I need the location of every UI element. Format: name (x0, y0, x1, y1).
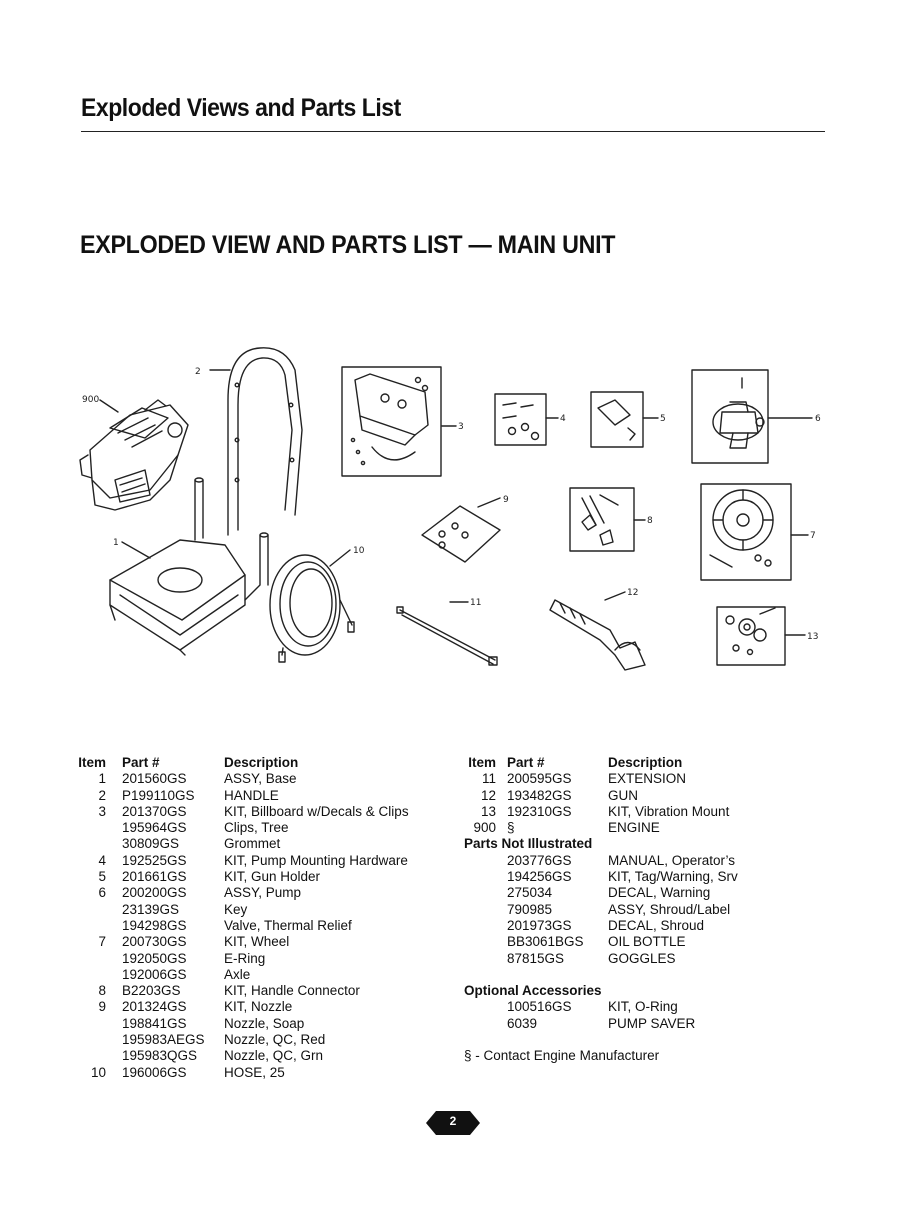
item-number: 10 (90, 1064, 106, 1080)
table-header (72, 755, 432, 771)
vibration-mount-box (717, 607, 785, 665)
table-row (462, 902, 842, 918)
table-row (462, 853, 842, 869)
table-row (72, 804, 432, 820)
table-row (462, 804, 842, 820)
item-number: 8 (98, 983, 106, 999)
callout-10: 10 (353, 546, 365, 556)
item-number: 12 (480, 787, 496, 803)
part-number: 194256GS (507, 869, 572, 885)
engine-illustration (80, 400, 188, 510)
part-description: GOGGLES (608, 950, 676, 966)
item-number: 3 (98, 803, 106, 819)
pump-hardware-box (495, 394, 546, 445)
item-number: 13 (480, 803, 496, 819)
table-header (462, 755, 842, 771)
callout-9: 9 (503, 495, 509, 505)
part-number: 196006GS (122, 1064, 187, 1080)
nozzle-kit-bag (422, 506, 500, 562)
table-row (72, 999, 432, 1015)
item-number: 4 (98, 852, 106, 868)
table-row (72, 869, 432, 885)
table-row (72, 918, 432, 934)
callout-6: 6 (815, 414, 821, 424)
part-number: 200730GS (122, 934, 187, 950)
part-number: 192050GS (122, 950, 187, 966)
spray-gun (550, 600, 645, 670)
part-number: P199110GS (122, 787, 195, 803)
part-description: KIT, Gun Holder (224, 869, 321, 885)
table-row (462, 951, 842, 967)
exploded-view-diagram (70, 330, 840, 710)
header-description: Description (608, 755, 683, 770)
part-description: KIT, O-Ring (608, 999, 678, 1015)
header-item: Item (78, 755, 106, 770)
part-description: Valve, Thermal Relief (224, 917, 352, 933)
callout-8: 8 (647, 516, 653, 526)
table-row (462, 885, 842, 901)
callout-13: 13 (807, 632, 819, 642)
part-description: KIT, Vibration Mount (608, 803, 730, 819)
part-description: Grommet (224, 836, 281, 852)
handle-illustration (228, 348, 302, 535)
part-number: 6039 (507, 1015, 538, 1031)
extension-wand (397, 607, 497, 665)
wheel-box (701, 484, 791, 580)
table-row (462, 1048, 842, 1064)
part-number: 203776GS (507, 852, 572, 868)
part-description: OIL BOTTLE (608, 934, 686, 950)
part-description: ASSY, Shroud/Label (608, 901, 731, 917)
table-row (462, 788, 842, 804)
part-number: 200200GS (122, 885, 187, 901)
parts-not-illustrated-heading: Parts Not Illustrated (464, 836, 593, 852)
section-title: EXPLODED VIEW AND PARTS LIST — MAIN UNIT (80, 231, 616, 259)
callout-7: 7 (810, 531, 816, 541)
part-description: DECAL, Warning (608, 885, 711, 901)
part-number: 201661GS (122, 869, 187, 885)
part-description: HOSE, 25 (224, 1064, 285, 1080)
part-description: KIT, Tag/Warning, Srv (608, 869, 738, 885)
part-number: 23139GS (122, 901, 180, 917)
part-description: HANDLE (224, 787, 279, 803)
part-number: 195964GS (122, 820, 187, 836)
table-row (72, 1048, 432, 1064)
table-row (72, 983, 432, 999)
table-row (72, 788, 432, 804)
part-description: Nozzle, Soap (224, 1015, 305, 1031)
parts-table-right (462, 755, 842, 1065)
item-number: 6 (98, 885, 106, 901)
header-part: Part # (122, 755, 160, 770)
part-number: 790985 (507, 901, 553, 917)
table-row (462, 999, 842, 1015)
table-row (462, 836, 842, 852)
pump-box (692, 370, 768, 463)
item-number: 5 (98, 869, 106, 885)
part-description: E-Ring (224, 950, 266, 966)
table-row (72, 934, 432, 950)
billboard-kit-box (342, 367, 441, 476)
part-number: 195983QGS (122, 1048, 198, 1064)
part-number: 275034 (507, 885, 553, 901)
callout-3: 3 (458, 422, 464, 432)
part-description: KIT, Wheel (224, 934, 290, 950)
table-row (72, 885, 432, 901)
part-number: 198841GS (122, 1015, 187, 1031)
callout-11: 11 (470, 598, 482, 608)
header-description: Description (224, 755, 299, 770)
part-description: Axle (224, 966, 251, 982)
part-number: 192525GS (122, 852, 187, 868)
part-number: 195983AEGS (122, 1032, 205, 1048)
spacer (462, 967, 842, 983)
table-row (72, 771, 432, 787)
item-number: 9 (98, 999, 106, 1015)
part-description: Nozzle, QC, Grn (224, 1048, 324, 1064)
part-description: ENGINE (608, 820, 660, 836)
part-number: 201324GS (122, 999, 187, 1015)
callout-5: 5 (660, 414, 666, 424)
part-description: KIT, Nozzle (224, 999, 293, 1015)
footnote: § - Contact Engine Manufacturer (464, 1048, 660, 1064)
table-row (462, 820, 842, 836)
table-row (72, 1032, 432, 1048)
gun-holder-box (591, 392, 643, 447)
page-number: 2 (449, 1114, 457, 1128)
table-row (462, 983, 842, 999)
part-number: 100516GS (507, 999, 572, 1015)
handle-connector-box (570, 488, 634, 551)
part-description: ASSY, Pump (224, 885, 302, 901)
part-number: 201370GS (122, 803, 187, 819)
table-row (72, 1016, 432, 1032)
part-description: KIT, Handle Connector (224, 983, 360, 999)
part-description: ASSY, Base (224, 771, 297, 787)
part-description: GUN (608, 787, 638, 803)
header-rule (81, 131, 825, 132)
item-number: 900 (473, 820, 496, 836)
part-description: PUMP SAVER (608, 1015, 696, 1031)
header-part: Part # (507, 755, 545, 770)
part-number: 193482GS (507, 787, 572, 803)
part-description: DECAL, Shroud (608, 917, 705, 933)
part-description: Clips, Tree (224, 820, 289, 836)
table-row (72, 853, 432, 869)
table-row (72, 820, 432, 836)
table-row (72, 967, 432, 983)
item-number: 11 (481, 771, 496, 787)
part-number: § (507, 820, 515, 836)
optional-accessories-heading: Optional Accessories (464, 983, 602, 999)
table-row (462, 869, 842, 885)
part-number: 201973GS (507, 917, 572, 933)
table-row (72, 902, 432, 918)
table-row (462, 918, 842, 934)
table-row (462, 934, 842, 950)
part-number: 87815GS (507, 950, 565, 966)
table-row (462, 771, 842, 787)
page-header-title: Exploded Views and Parts List (81, 94, 401, 122)
part-number: 194298GS (122, 917, 187, 933)
table-row (72, 836, 432, 852)
part-description: MANUAL, Operator’s (608, 852, 736, 868)
item-number: 1 (98, 771, 106, 787)
callout-1: 1 (113, 538, 119, 548)
part-description: KIT, Billboard w/Decals & Clips (224, 803, 409, 819)
item-number: 2 (98, 787, 106, 803)
callout-900: 900 (82, 395, 100, 405)
part-description: Nozzle, QC, Red (224, 1032, 326, 1048)
callout-2: 2 (195, 367, 201, 377)
part-number: 192310GS (507, 803, 572, 819)
part-description: KIT, Pump Mounting Hardware (224, 852, 408, 868)
item-number: 7 (98, 934, 106, 950)
part-number: 200595GS (507, 771, 572, 787)
callout-4: 4 (560, 414, 566, 424)
part-number: 30809GS (122, 836, 180, 852)
part-number: 192006GS (122, 966, 187, 982)
callout-12: 12 (627, 588, 639, 598)
part-number: B2203GS (122, 983, 181, 999)
part-description: Key (224, 901, 248, 917)
spacer (462, 1032, 842, 1048)
part-number: BB3061BGS (507, 934, 584, 950)
parts-table-left (72, 755, 432, 1081)
hose-illustration (270, 555, 354, 662)
header-item: Item (468, 755, 496, 770)
table-row (462, 1016, 842, 1032)
table-row (72, 951, 432, 967)
table-row (72, 1065, 432, 1081)
part-number: 201560GS (122, 771, 187, 787)
part-description: EXTENSION (608, 771, 687, 787)
